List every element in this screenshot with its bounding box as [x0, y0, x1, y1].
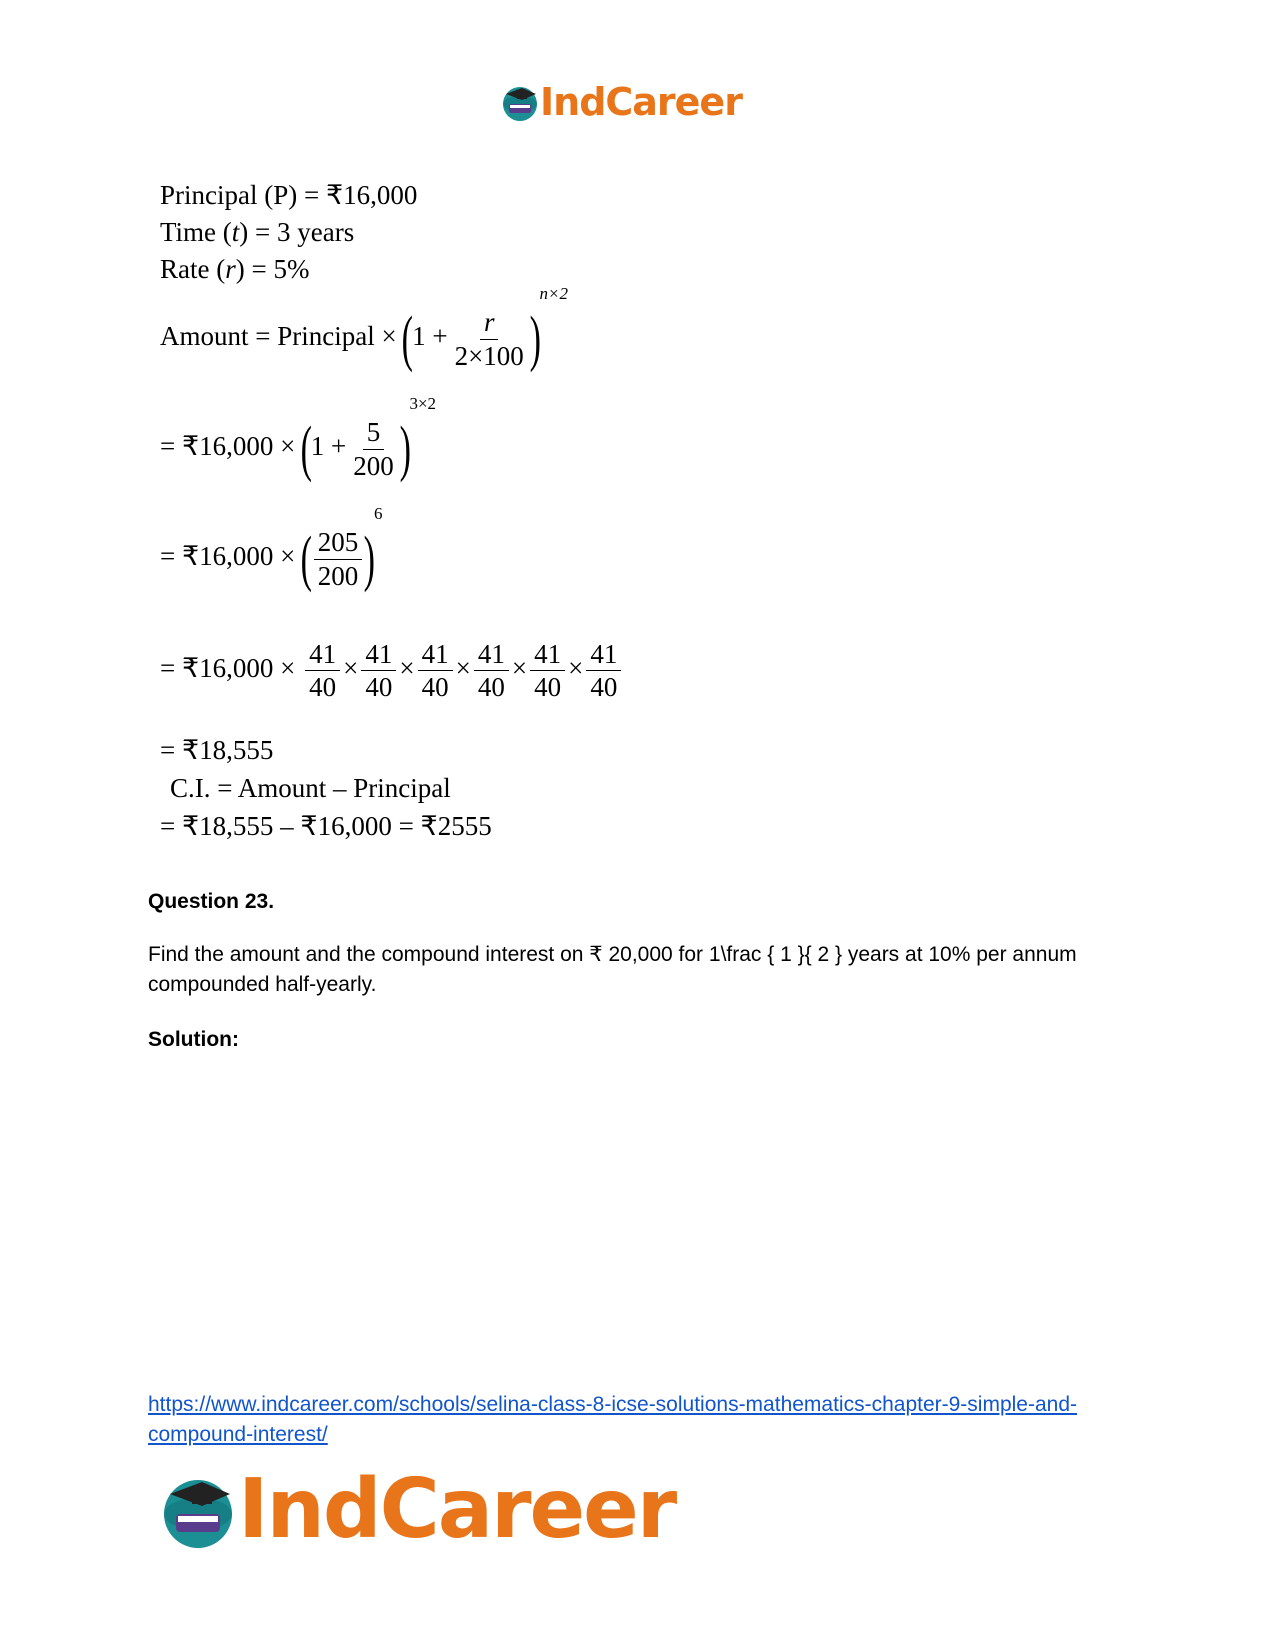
fraction-numerator: 41	[474, 640, 509, 671]
step3-fraction	[530, 640, 565, 702]
times-sign: ×	[568, 653, 584, 684]
formula-one-plus: 1 +	[412, 321, 448, 352]
given-principal: Principal (P) = ₹16,000	[160, 180, 418, 210]
question-heading: Question 23.	[148, 890, 275, 913]
amount-result: = ₹18,555	[160, 735, 274, 765]
fraction-numerator: 5	[363, 418, 385, 449]
source-link[interactable]: https://www.indcareer.com/schools/selina-class-8-icse-solutions-mathematics-chapter-9-simple-and-compound-interest/	[148, 1393, 1078, 1446]
fraction-denominator: 2×100	[454, 340, 524, 371]
right-paren: )	[363, 525, 376, 593]
rate-prefix: Rate (	[160, 254, 226, 284]
fraction-denominator: 40	[477, 672, 505, 703]
given-time	[160, 217, 354, 248]
formula-exponent: n×2	[539, 284, 568, 303]
right-paren: )	[529, 305, 541, 373]
step1-exponent: 3×2	[409, 394, 437, 413]
fraction-denominator: 200	[353, 450, 394, 481]
left-paren: (	[402, 305, 414, 373]
formula-fraction	[451, 308, 528, 370]
left-paren: (	[300, 525, 313, 593]
question-text: Find the amount and the compound interest on ₹ 20,000 for 1\frac { 1 }{ 2 } years at 10% per annum compounded half-yearly.	[148, 943, 1077, 996]
step2-exponent: 6	[373, 504, 383, 523]
times-sign: ×	[343, 653, 359, 684]
logo-text: IndCareer	[540, 80, 742, 124]
step2-fraction	[314, 528, 363, 590]
step1-fraction	[349, 418, 398, 480]
footer-logo[interactable]	[158, 1462, 675, 1557]
step1-one-plus: 1 +	[310, 431, 347, 462]
globe-book-icon	[500, 82, 540, 122]
times-sign: ×	[511, 653, 528, 684]
fraction-numerator: r	[480, 308, 499, 339]
fraction-denominator: 40	[590, 672, 618, 703]
globe-book-icon	[158, 1470, 238, 1550]
rate-suffix: ) = 5%	[235, 254, 310, 284]
ci-value: = ₹18,555 – ₹16,000 = ₹2555	[160, 811, 492, 841]
step3-fraction	[474, 640, 509, 702]
right-paren: )	[399, 415, 411, 483]
step3-fraction	[418, 640, 453, 702]
times-sign: ×	[455, 653, 471, 684]
step3-fraction	[586, 640, 621, 702]
fraction-numerator: 41	[530, 640, 565, 671]
step1-lhs: = ₹16,000 ×	[160, 431, 296, 462]
time-prefix: Time (	[160, 217, 232, 247]
times-sign: ×	[399, 653, 415, 684]
fraction-denominator: 40	[365, 672, 393, 703]
rate-variable: r	[225, 254, 236, 284]
step-3	[160, 640, 624, 702]
fraction-numerator: 41	[586, 640, 621, 671]
logo-text: IndCareer	[238, 1462, 676, 1557]
time-variable: t	[231, 217, 240, 247]
fraction-numerator: 41	[361, 640, 396, 671]
step3-lhs: = ₹16,000 ×	[160, 653, 296, 684]
ci-formula: C.I. = Amount – Principal	[170, 773, 451, 803]
fraction-numerator: 205	[314, 528, 363, 559]
fraction-denominator: 40	[421, 672, 449, 703]
fraction-numerator: 41	[418, 640, 453, 671]
step3-fraction	[305, 640, 340, 702]
step2-lhs: = ₹16,000 ×	[160, 541, 296, 572]
header-logo[interactable]	[500, 80, 742, 124]
given-rate	[160, 254, 309, 285]
fraction-denominator: 40	[309, 672, 337, 703]
solution-label: Solution:	[148, 1028, 239, 1051]
fraction-denominator: 40	[534, 672, 562, 703]
step3-fraction	[361, 640, 396, 702]
fraction-denominator: 200	[317, 560, 359, 591]
formula-lhs: Amount = Principal ×	[160, 321, 397, 352]
left-paren: (	[300, 415, 313, 483]
step-2	[160, 504, 383, 593]
time-suffix: ) = 3 years	[239, 217, 355, 247]
fraction-numerator: 41	[305, 640, 340, 671]
